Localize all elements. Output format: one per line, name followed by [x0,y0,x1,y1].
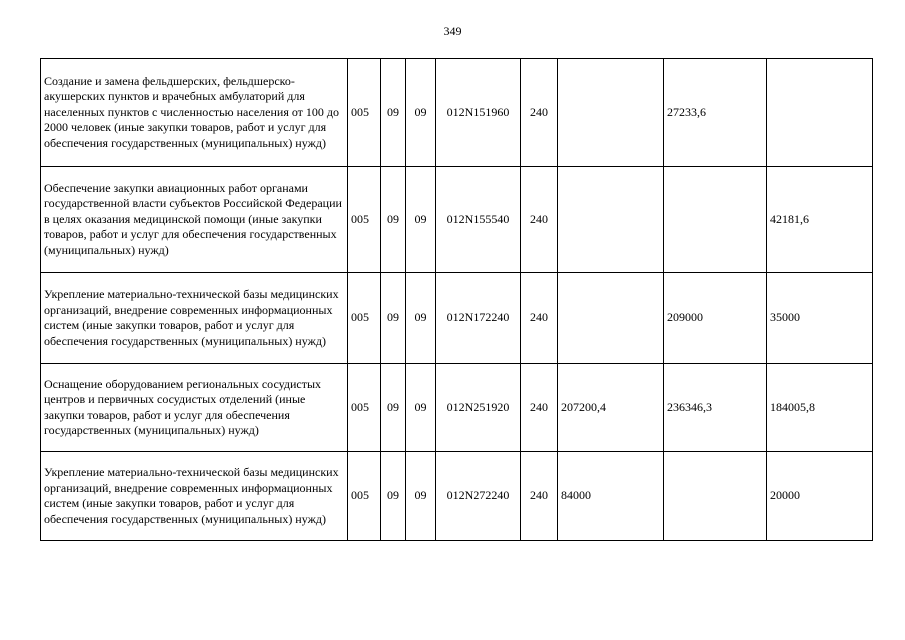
amount-year3-cell: 35000 [767,273,873,364]
section-code-cell: 09 [381,452,406,541]
table-row [41,273,873,364]
amount-year3-cell: 184005,8 [767,364,873,452]
amount-year3-cell [767,59,873,167]
section-code-cell: 09 [381,167,406,273]
ministry-code-cell: 005 [348,59,381,167]
amount-year1-cell: 207200,4 [558,364,664,452]
section-code-cell: 09 [381,364,406,452]
target-article-cell: 012N155540 [436,167,521,273]
section-code-cell: 09 [381,273,406,364]
amount-year2-cell: 236346,3 [664,364,767,452]
amount-year2-cell [664,452,767,541]
table-row [41,167,873,273]
expense-type-cell: 240 [521,452,558,541]
expense-name-cell: Укрепление материально-технической базы медицинских организаций, внедрение современных информационных систем (иные закупки товаров, работ и услуг для обеспечения государственных (муниципальных) нужд) [41,452,348,541]
subsection-code-cell: 09 [406,273,436,364]
amount-year1-cell [558,273,664,364]
expense-type-cell: 240 [521,59,558,167]
expense-type-cell: 240 [521,364,558,452]
subsection-code-cell: 09 [406,364,436,452]
amount-year1-cell: 84000 [558,452,664,541]
subsection-code-cell: 09 [406,452,436,541]
expense-name-cell: Создание и замена фельдшерских, фельдшерско-акушерских пунктов и врачебных амбулаторий для населенных пунктов с численностью населения от 100 до 2000 человек (иные закупки товаров, работ и услуг для обеспечения государственных (муниципальных) нужд) [41,59,348,167]
ministry-code-cell: 005 [348,364,381,452]
table-row [41,59,873,167]
amount-year2-cell: 209000 [664,273,767,364]
amount-year3-cell: 20000 [767,452,873,541]
target-article-cell: 012N151960 [436,59,521,167]
ministry-code-cell: 005 [348,273,381,364]
amount-year1-cell [558,59,664,167]
subsection-code-cell: 09 [406,167,436,273]
target-article-cell: 012N251920 [436,364,521,452]
section-code-cell: 09 [381,59,406,167]
expense-type-cell: 240 [521,167,558,273]
expense-name-cell: Оснащение оборудованием региональных сосудистых центров и первичных сосудистых отделений (иные закупки товаров, работ и услуг для обеспечения государственных (муниципальных) нужд) [41,364,348,452]
expense-type-cell: 240 [521,273,558,364]
table-row [41,452,873,541]
amount-year3-cell: 42181,6 [767,167,873,273]
table-row [41,364,873,452]
budget-table [40,58,873,541]
amount-year2-cell [664,167,767,273]
page-number: 349 [443,24,462,38]
amount-year2-cell: 27233,6 [664,59,767,167]
amount-year1-cell [558,167,664,273]
target-article-cell: 012N172240 [436,273,521,364]
expense-name-cell: Обеспечение закупки авиационных работ органами государственной власти субъектов Российской Федерации в целях оказания медицинской помощи (иные закупки товаров, работ и услуг для обеспечения государственных (муниципальных) нужд) [41,167,348,273]
expense-name-cell: Укрепление материально-технической базы медицинских организаций, внедрение современных информационных систем (иные закупки товаров, работ и услуг для обеспечения государственных (муниципальных) нужд) [41,273,348,364]
ministry-code-cell: 005 [348,452,381,541]
ministry-code-cell: 005 [348,167,381,273]
subsection-code-cell: 09 [406,59,436,167]
target-article-cell: 012N272240 [436,452,521,541]
